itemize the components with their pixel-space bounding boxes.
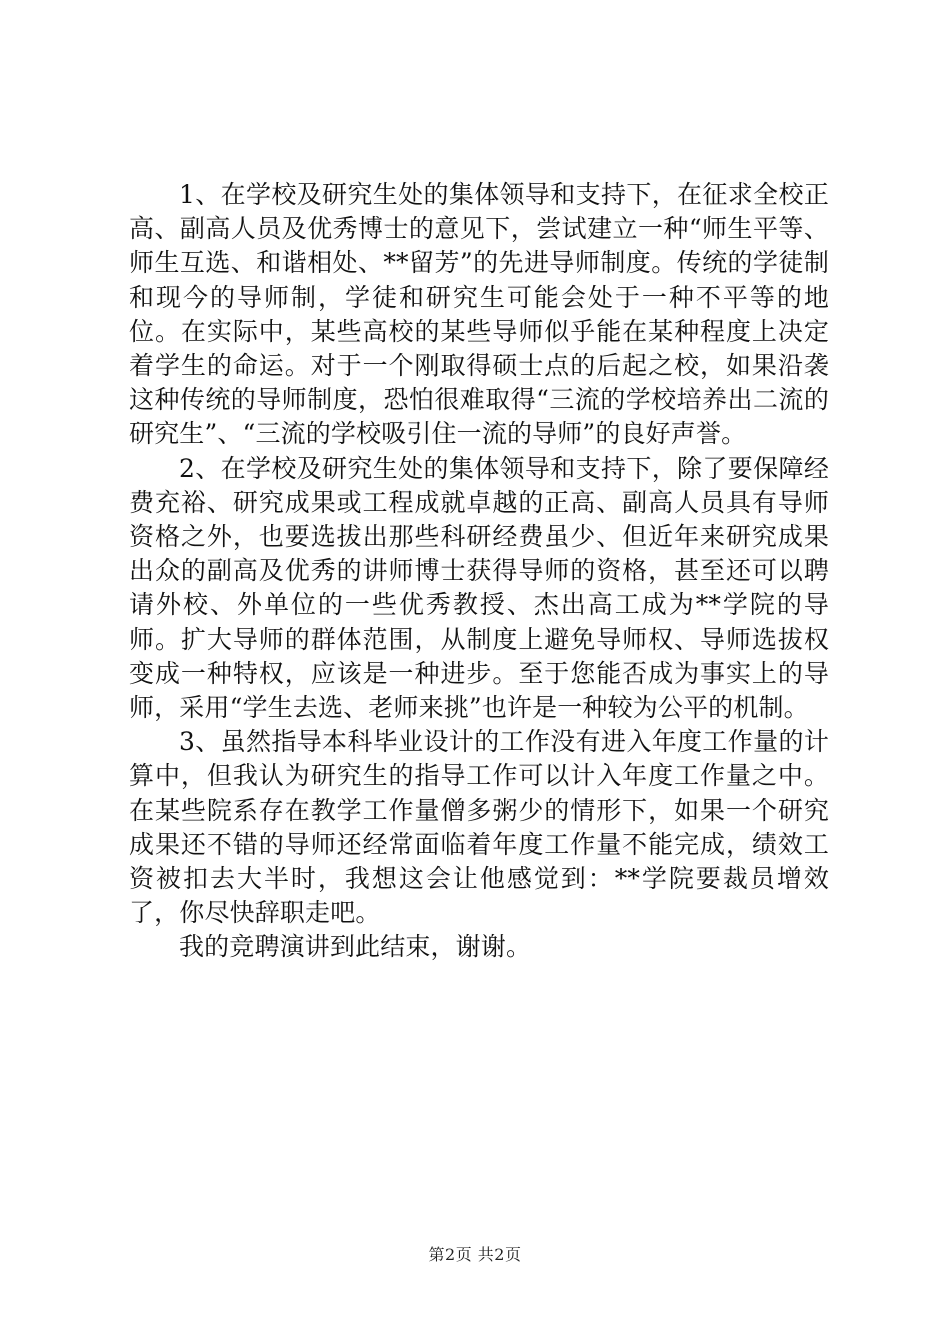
document-body	[129, 178, 829, 965]
paragraph-closing: 我的竞聘演讲到此结束，谢谢。	[179, 932, 532, 962]
page-footer: 第2页 共2页	[428, 1245, 522, 1264]
paragraph-3: 3、虽然指导本科毕业设计的工作没有进入年度工作量的计算中，但我认为研究生的指导工作可以计入年度工作量之中。在某些院系存在教学工作量僧多粥少的情形下，如果一个研究成果还不错的导师还经常面临着年度工作量不能完成，绩效工资被扣去大半时，我想这会让他感觉到：**学院要裁员增效了，你尽快辞职走吧。	[129, 727, 829, 928]
paragraph-2: 2、在学校及研究生处的集体领导和支持下，除了要保障经费充裕、研究成果或工程成就卓越的正高、副高人员具有导师资格之外，也要选拔出那些科研经费虽少、但近年来研究成果出众的副高及优秀的讲师博士获得导师的资格，甚至还可以聘请外校、外单位的一些优秀教授、杰出高工成为**学院的导师。扩大导师的群体范围，从制度上避免导师权、导师选拔权变成一种特权，应该是一种进步。至于您能否成为事实上的导师，采用“学生去选、老师来挑”也许是一种较为公平的机制。	[129, 453, 829, 723]
paragraph-1: 1、在学校及研究生处的集体领导和支持下，在征求全校正高、副高人员及优秀博士的意见下，尝试建立一种“师生平等、师生互选、和谐相处、**留芳”的先进导师制度。传统的学徒制和现今的导师制，学徒和研究生可能会处于一种不平等的地位。在实际中，某些高校的某些导师似乎能在某种程度上决定着学生的命运。对于一个刚取得硕士点的后起之校，如果沿袭这种传统的导师制度，恐怕很难取得“三流的学校培养出二流的研究生”、“三流的学校吸引住一流的导师”的良好声誉。	[129, 180, 829, 449]
